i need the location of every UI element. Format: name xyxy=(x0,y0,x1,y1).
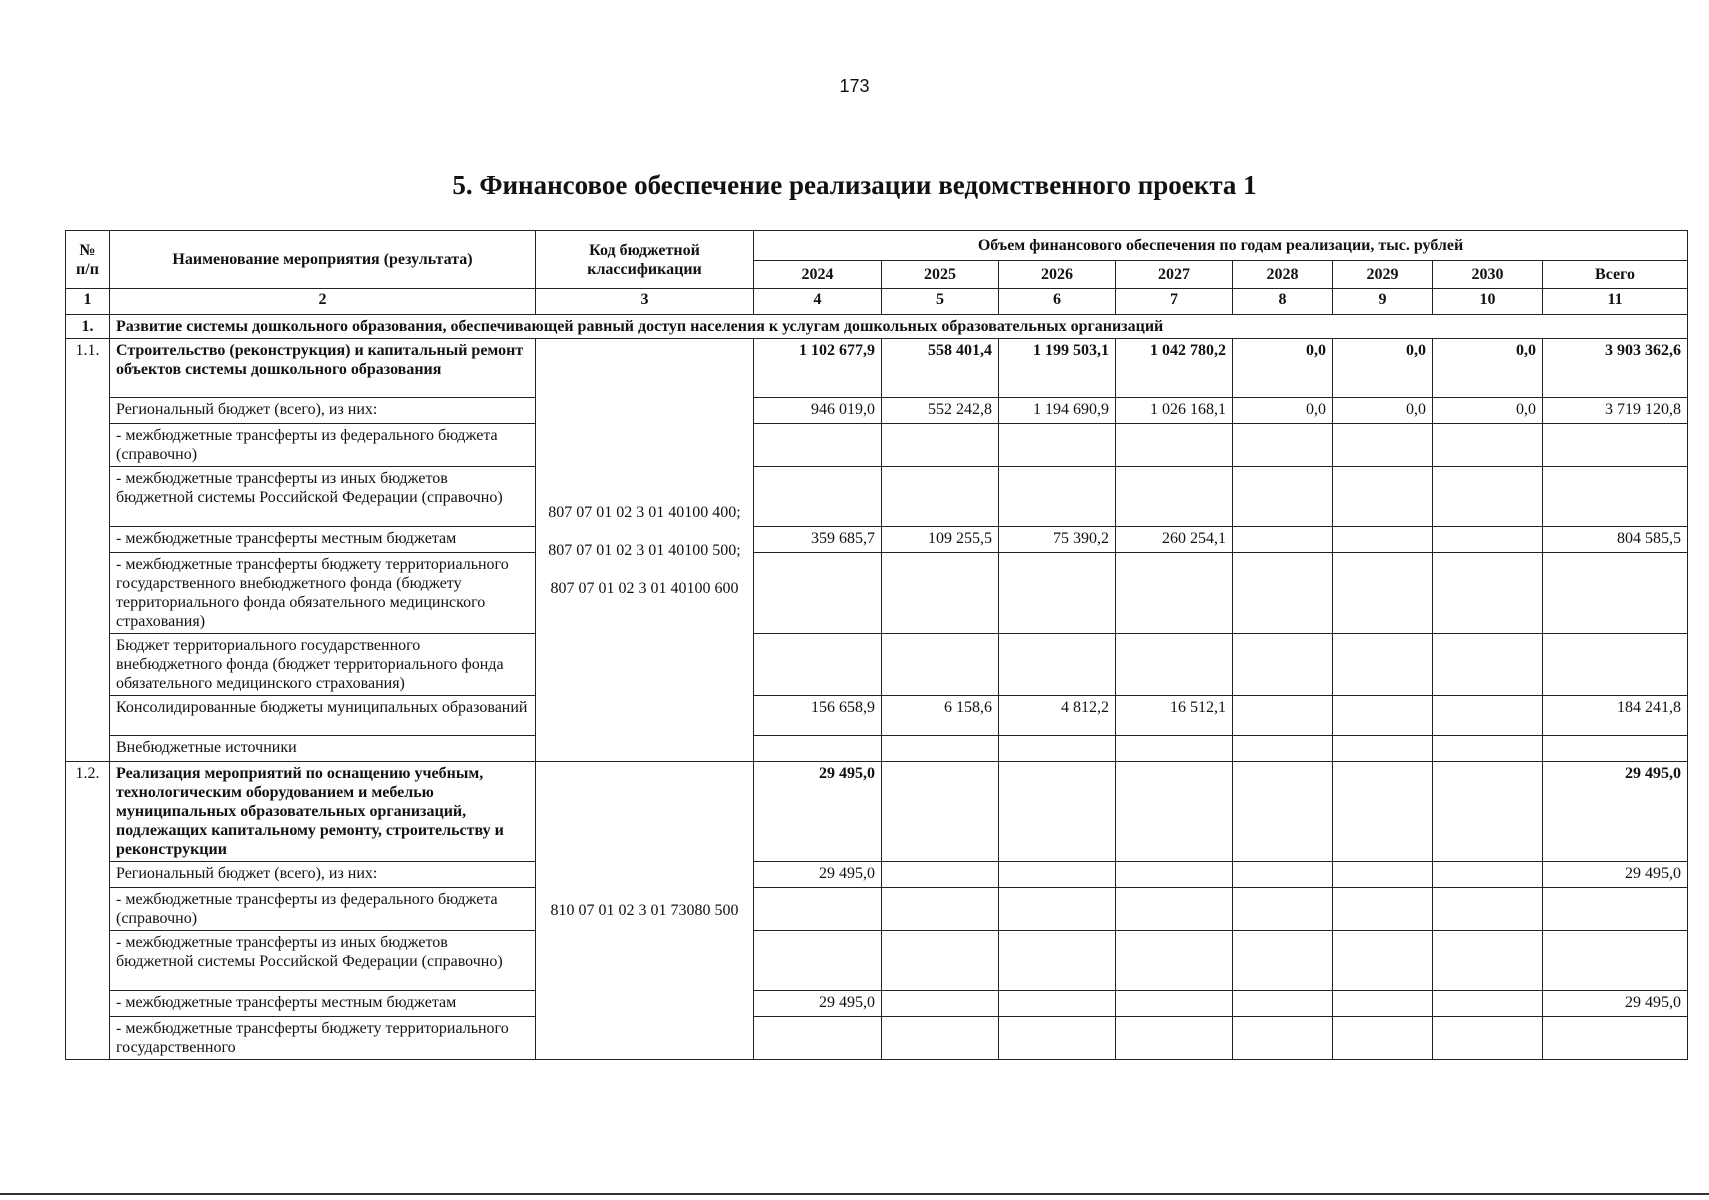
value-cell xyxy=(1116,931,1233,991)
value-cell xyxy=(1433,696,1543,736)
value-cell: 29 495,0 xyxy=(1543,762,1688,862)
column-number: 5 xyxy=(882,289,999,315)
value-cell xyxy=(1333,862,1433,888)
value-cell xyxy=(882,553,999,634)
value-cell xyxy=(1333,467,1433,527)
value-cell xyxy=(1333,888,1433,931)
value-cell xyxy=(1116,634,1233,696)
value-cell xyxy=(882,888,999,931)
value-cell xyxy=(1333,527,1433,553)
value-cell xyxy=(754,736,882,762)
value-cell xyxy=(882,424,999,467)
value-cell: 0,0 xyxy=(1333,398,1433,424)
value-cell xyxy=(1433,424,1543,467)
value-cell xyxy=(1233,634,1333,696)
value-cell: 0,0 xyxy=(1233,398,1333,424)
value-cell: 1 199 503,1 xyxy=(999,339,1116,398)
value-cell xyxy=(1233,991,1333,1017)
value-cell xyxy=(1333,991,1433,1017)
value-cell xyxy=(1433,1017,1543,1060)
value-cell: 6 158,6 xyxy=(882,696,999,736)
table-row xyxy=(66,339,1688,398)
header-year: 2028 xyxy=(1233,261,1333,289)
value-cell xyxy=(1233,527,1333,553)
value-cell xyxy=(999,553,1116,634)
item-number: 1.1. xyxy=(66,339,110,762)
value-cell xyxy=(1543,634,1688,696)
value-cell xyxy=(1433,527,1543,553)
value-cell xyxy=(1233,1017,1333,1060)
value-cell xyxy=(882,862,999,888)
value-cell xyxy=(1433,991,1543,1017)
header-year: Всего xyxy=(1543,261,1688,289)
row-name: Строительство (реконструкция) и капитальный ремонт объектов системы дошкольного образования xyxy=(110,339,536,398)
value-cell xyxy=(1433,553,1543,634)
value-cell: 3 903 362,6 xyxy=(1543,339,1688,398)
value-cell xyxy=(1333,424,1433,467)
section-number: 1. xyxy=(66,315,110,339)
row-name: - межбюджетные трансферты из федерального бюджета (справочно) xyxy=(110,888,536,931)
value-cell xyxy=(999,467,1116,527)
value-cell: 29 495,0 xyxy=(754,991,882,1017)
value-cell xyxy=(1333,931,1433,991)
value-cell xyxy=(1333,553,1433,634)
value-cell: 29 495,0 xyxy=(754,862,882,888)
value-cell: 946 019,0 xyxy=(754,398,882,424)
value-cell xyxy=(754,931,882,991)
value-cell: 0,0 xyxy=(1433,339,1543,398)
value-cell xyxy=(1233,862,1333,888)
value-cell: 29 495,0 xyxy=(1543,991,1688,1017)
header-year: 2026 xyxy=(999,261,1116,289)
page-number: 173 xyxy=(839,76,870,96)
column-number: 8 xyxy=(1233,289,1333,315)
value-cell xyxy=(1433,762,1543,862)
header-year: 2024 xyxy=(754,261,882,289)
value-cell xyxy=(1543,888,1688,931)
row-name: Региональный бюджет (всего), из них: xyxy=(110,398,536,424)
value-cell xyxy=(1116,553,1233,634)
value-cell: 109 255,5 xyxy=(882,527,999,553)
header-number: № п/п xyxy=(66,231,110,289)
value-cell: 29 495,0 xyxy=(1543,862,1688,888)
table-row xyxy=(66,424,1688,467)
header-year: 2030 xyxy=(1433,261,1543,289)
value-cell: 3 719 120,8 xyxy=(1543,398,1688,424)
value-cell: 804 585,5 xyxy=(1543,527,1688,553)
value-cell: 29 495,0 xyxy=(754,762,882,862)
value-cell xyxy=(754,888,882,931)
column-number: 6 xyxy=(999,289,1116,315)
column-number: 10 xyxy=(1433,289,1543,315)
column-number: 11 xyxy=(1543,289,1688,315)
value-cell: 1 194 690,9 xyxy=(999,398,1116,424)
table-row xyxy=(66,736,1688,762)
row-name: - межбюджетные трансферты местным бюджетам xyxy=(110,991,536,1017)
value-cell: 184 241,8 xyxy=(1543,696,1688,736)
value-cell xyxy=(1233,553,1333,634)
column-number: 4 xyxy=(754,289,882,315)
value-cell xyxy=(1116,1017,1233,1060)
section-name: Развитие системы дошкольного образования, обеспечивающей равный доступ населения к услугам дошкольных образовательных организаций xyxy=(110,315,1688,339)
value-cell xyxy=(1233,762,1333,862)
value-cell xyxy=(882,634,999,696)
value-cell xyxy=(1433,862,1543,888)
header-year: 2027 xyxy=(1116,261,1233,289)
header-name: Наименование мероприятия (результата) xyxy=(110,231,536,289)
page-bottom-edge xyxy=(0,1193,1709,1195)
row-name: - межбюджетные трансферты из иных бюджетов бюджетной системы Российской Федерации (справочно) xyxy=(110,931,536,991)
value-cell xyxy=(1543,931,1688,991)
value-cell xyxy=(882,991,999,1017)
value-cell: 0,0 xyxy=(1433,398,1543,424)
value-cell xyxy=(1543,736,1688,762)
value-cell xyxy=(1116,762,1233,862)
row-name: - межбюджетные трансферты бюджету территориального государственного xyxy=(110,1017,536,1060)
value-cell xyxy=(754,424,882,467)
value-cell xyxy=(999,424,1116,467)
section-row xyxy=(66,315,1688,339)
budget-code: 810 07 01 02 3 01 73080 500 xyxy=(536,762,754,1060)
value-cell xyxy=(1543,1017,1688,1060)
row-name: - межбюджетные трансферты из федерального бюджета (справочно) xyxy=(110,424,536,467)
value-cell xyxy=(1333,634,1433,696)
table-row xyxy=(66,862,1688,888)
value-cell: 0,0 xyxy=(1233,339,1333,398)
value-cell xyxy=(999,1017,1116,1060)
value-cell xyxy=(1543,424,1688,467)
value-cell xyxy=(1233,696,1333,736)
value-cell xyxy=(999,888,1116,931)
value-cell xyxy=(754,553,882,634)
value-cell xyxy=(999,634,1116,696)
value-cell: 75 390,2 xyxy=(999,527,1116,553)
value-cell xyxy=(999,862,1116,888)
row-name: Внебюджетные источники xyxy=(110,736,536,762)
table-row xyxy=(66,991,1688,1017)
value-cell xyxy=(882,931,999,991)
value-cell xyxy=(882,467,999,527)
value-cell: 1 026 168,1 xyxy=(1116,398,1233,424)
table-row xyxy=(66,931,1688,991)
value-cell xyxy=(1116,991,1233,1017)
value-cell xyxy=(1233,467,1333,527)
table-row xyxy=(66,398,1688,424)
value-cell: 1 102 677,9 xyxy=(754,339,882,398)
value-cell xyxy=(1333,736,1433,762)
value-cell: 16 512,1 xyxy=(1116,696,1233,736)
value-cell xyxy=(882,736,999,762)
item-number: 1.2. xyxy=(66,762,110,1060)
value-cell xyxy=(1233,424,1333,467)
column-number: 1 xyxy=(66,289,110,315)
row-name: Бюджет территориального государственного внебюджетного фонда (бюджет территориального фонда обязательного медицинского страхования) xyxy=(110,634,536,696)
table-row xyxy=(66,553,1688,634)
value-cell xyxy=(1233,888,1333,931)
value-cell: 260 254,1 xyxy=(1116,527,1233,553)
value-cell xyxy=(1233,736,1333,762)
table-row xyxy=(66,1017,1688,1060)
document-title: 5. Финансовое обеспечение реализации ведомственного проекта 1 xyxy=(452,170,1257,200)
value-cell: 1 042 780,2 xyxy=(1116,339,1233,398)
row-name: - межбюджетные трансферты бюджету территориального государственного внебюджетного фонда (бюджету территориального фонда обязательного медицинского страхования) xyxy=(110,553,536,634)
value-cell: 552 242,8 xyxy=(882,398,999,424)
value-cell xyxy=(1543,467,1688,527)
value-cell xyxy=(754,634,882,696)
table-row xyxy=(66,634,1688,696)
row-name: - межбюджетные трансферты из иных бюджетов бюджетной системы Российской Федерации (справочно) xyxy=(110,467,536,527)
value-cell xyxy=(1433,888,1543,931)
budget-code: 807 07 01 02 3 01 40100 400; 807 07 01 02 3 01 40100 500; 807 07 01 02 3 01 40100 600 xyxy=(536,339,754,762)
value-cell: 156 658,9 xyxy=(754,696,882,736)
column-number: 9 xyxy=(1333,289,1433,315)
value-cell xyxy=(754,1017,882,1060)
value-cell xyxy=(1543,553,1688,634)
header-year: 2029 xyxy=(1333,261,1433,289)
table-row xyxy=(66,696,1688,736)
value-cell xyxy=(1116,862,1233,888)
row-name: Реализация мероприятий по оснащению учебным, технологическим оборудованием и мебелью муниципальных образовательных организаций, подлежащих капитальному ремонту, строительству и реконструкции xyxy=(110,762,536,862)
column-number: 3 xyxy=(536,289,754,315)
column-number: 7 xyxy=(1116,289,1233,315)
value-cell xyxy=(1433,736,1543,762)
value-cell xyxy=(1116,736,1233,762)
value-cell xyxy=(999,931,1116,991)
header-year: 2025 xyxy=(882,261,999,289)
value-cell xyxy=(1433,634,1543,696)
financing-table xyxy=(65,230,1688,1060)
value-cell xyxy=(1333,762,1433,862)
value-cell: 0,0 xyxy=(1333,339,1433,398)
row-name: - межбюджетные трансферты местным бюджетам xyxy=(110,527,536,553)
value-cell xyxy=(1333,1017,1433,1060)
value-cell xyxy=(999,991,1116,1017)
value-cell xyxy=(999,762,1116,862)
header-volume: Объем финансового обеспечения по годам реализации, тыс. рублей xyxy=(754,231,1688,261)
value-cell xyxy=(1233,931,1333,991)
value-cell xyxy=(754,467,882,527)
value-cell: 4 812,2 xyxy=(999,696,1116,736)
value-cell: 558 401,4 xyxy=(882,339,999,398)
table-row xyxy=(66,888,1688,931)
value-cell xyxy=(1116,888,1233,931)
value-cell xyxy=(1433,931,1543,991)
value-cell xyxy=(1116,424,1233,467)
value-cell xyxy=(999,736,1116,762)
value-cell xyxy=(882,1017,999,1060)
value-cell xyxy=(882,762,999,862)
value-cell xyxy=(1116,467,1233,527)
value-cell: 359 685,7 xyxy=(754,527,882,553)
column-number: 2 xyxy=(110,289,536,315)
value-cell xyxy=(1333,696,1433,736)
value-cell xyxy=(1433,467,1543,527)
table-row xyxy=(66,762,1688,862)
row-name: Региональный бюджет (всего), из них: xyxy=(110,862,536,888)
table-row xyxy=(66,467,1688,527)
row-name: Консолидированные бюджеты муниципальных образований xyxy=(110,696,536,736)
header-code: Код бюджетной классификации xyxy=(536,231,754,289)
table-row xyxy=(66,527,1688,553)
